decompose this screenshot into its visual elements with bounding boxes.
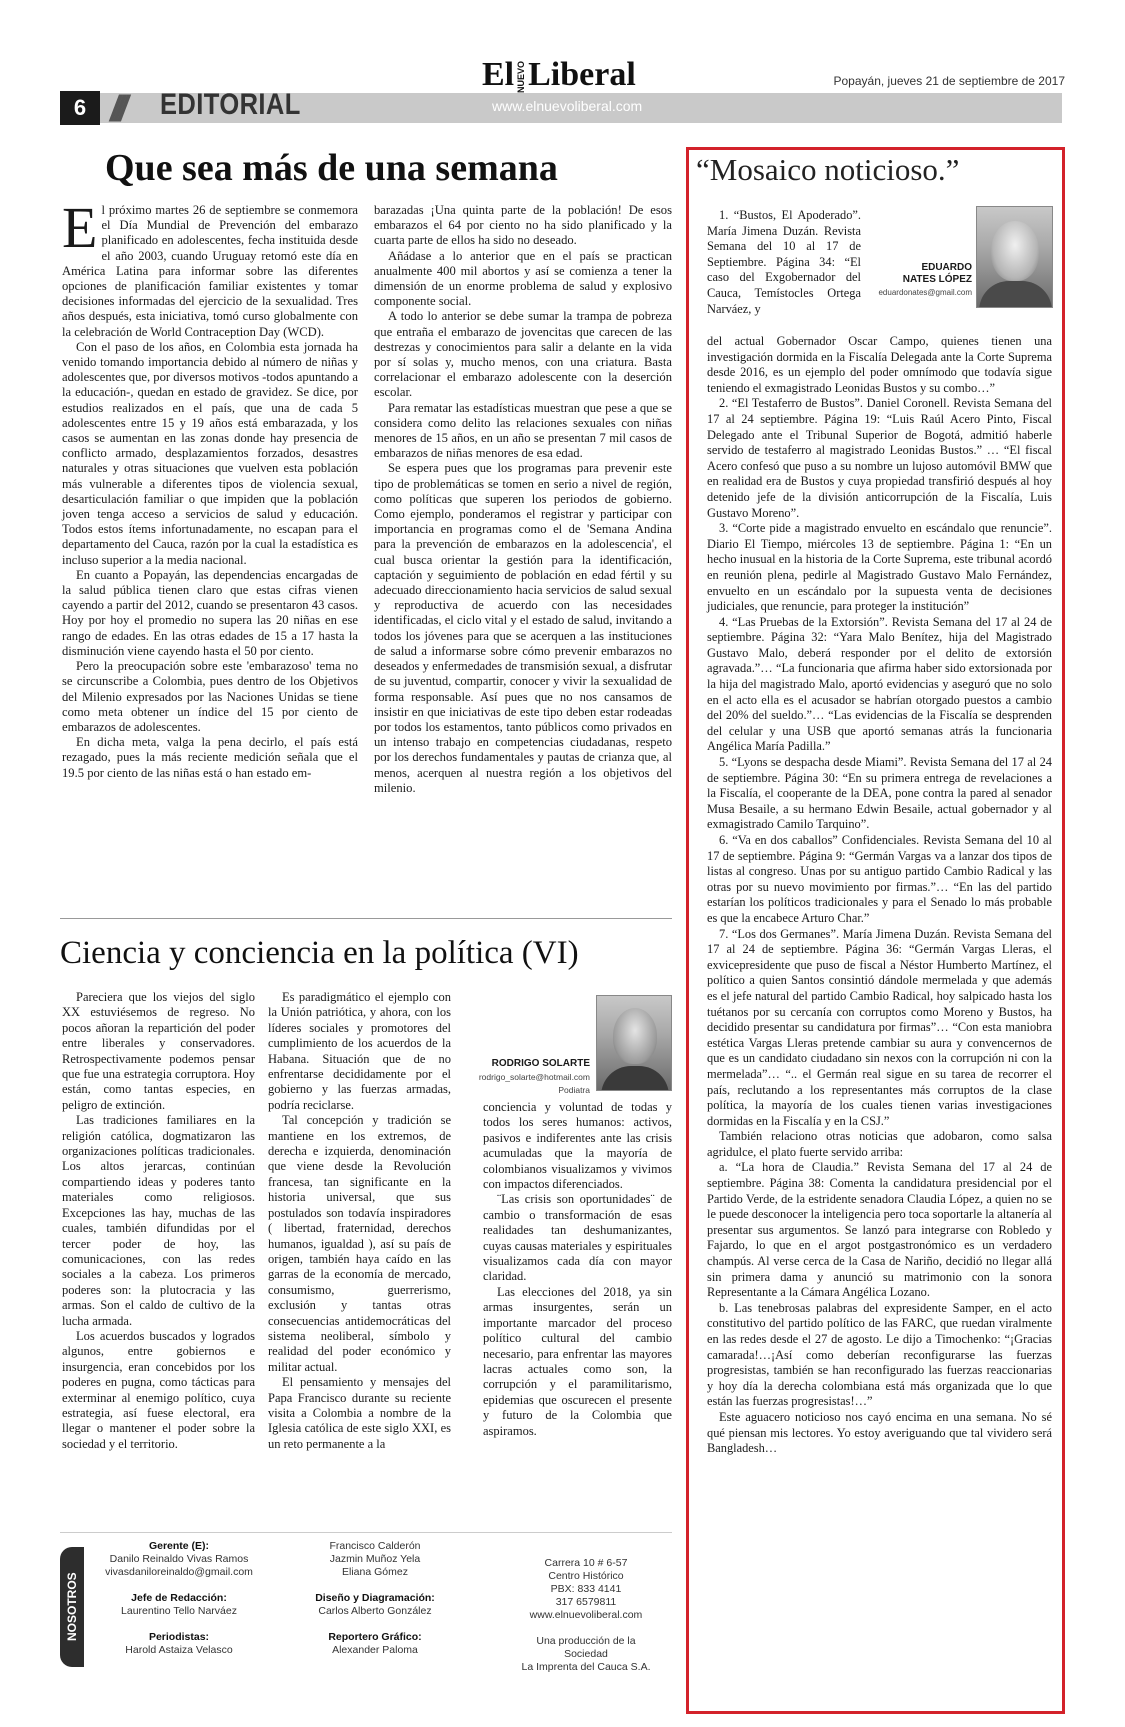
jefe-name: Laurentino Tello Narváez [121, 1605, 237, 1617]
editorial-paragraph: Añádase a lo anterior que en el país se practican anualmente 400 mil abortos y así se comienza a tener la dimensión de un enorme problema de salud y explosivo componente social. [374, 248, 672, 309]
mosaico-paragraph: del actual Gobernador Oscar Campo, quienes tienen una investigación dormida en la Fiscalía Delegada ante la Corte Suprema desde 2016, es un ejemplo del poder omnímodo que todavía sigue teniendo el exmagistrado Leonidas Bustos y su combo…” [707, 334, 1052, 395]
reportero-name: Alexander Paloma [332, 1644, 418, 1656]
ciencia-paragraph: Las elecciones del 2018, ya sin armas insurgentes, serán un importante marcador del proceso político cultural del cambio necesario, para enfrentar las mayores lacras actuales como son, la corrupción y el paramilitarismo, epidemias que oscurecen el presente y futuro de la Colombia que aspiramos. [483, 1284, 672, 1438]
author-name: RODRIGO SOLARTE [491, 1058, 590, 1069]
author-face [613, 1008, 657, 1064]
logo-liberal: Liberal [528, 56, 636, 93]
mosaico-paragraph: a. “La hora de Claudia.” Revista Semana del 17 al 24 de septiembre. Página 38: Comenta la candidatura presidencial por el Partido Verde, de la estridente senadora Claudia López, a quien no se le puede desconocer la inteligencia pero toca soportarle la altanería al presentar sus argumentos. Se lanzó para integrarse con Robledo y Fajardo, lo que en el argot postgastronómico es un verdadero champús. Al verse cerca de la Casa de Nariño, decidió no llegar allá sin primera dama y anunció su matrimonio con la sonora Representante a la Cámara Angélica Lozano. [707, 1160, 1052, 1300]
editorial-paragraph: A todo lo anterior se debe sumar la trampa de pobreza que entraña el embarazo de jovencitas que carecen de las destrezas y conocimientos para salir a delante en la vida por sí solas y, mucho menos, con una criatura. Basta correlacionar el embarazo adolescente con la deserción escolar. [374, 309, 672, 400]
mosaico-paragraph: b. Las tenebrosas palabras del expresidente Samper, en el acto constitutivo del partido político de las FARC, que ruedan viralmente en las redes desde el 27 de agosto. Le dijo a Timochenko: “¡Gracias camarada!…¡Así como deberían reconfigurarse las fuerzas progresistas, también se han reconfigurado las fuerzas reaccionarias y hoy día la derecha colombiana está más organizada que lo que están las fuerzas progresistas!…” [707, 1300, 1052, 1409]
editorial-paragraph: Se espera pues que los programas para prevenir este tipo de problemáticas se tomen en serio a nivel de región, como políticas que superen los periodos de gobierno. Como ejemplo, ponderamos el registrar y participar con importancia en programas como el de 'Semana Andina para la prevención de embarazos en la adolescencia', el cual busca orientar la gestión para la identificación, captación y seguimiento de población en edad fértil y su adecuado direccionamiento hacia servicios de salud sexual y reproductiva de acuerdo con las necesidades identificadas, el ciclo vital y el estado de salud, invitando a todos los jóvenes para que se acerquen a las instituciones de salud a informarse sobre cómo prevenir embarazos no deseados y enfermedades de transmisión sexual, a disfrutar de su juventud, compartir, conocer y vivir la sexualidad de forma responsable. Así pues que no nos cansamos de insistir en que iniciativas de este tipo deben estar rodeadas por todos los estamentos, tanto públicos como privados en un intenso trabajo en competencias ciudadanas, respeto por los derechos fundamentales y pautas de crianza que, al menos, acerquen al nuestra región a los objetivos del milenio. [374, 461, 672, 795]
author-byline [462, 1058, 590, 1095]
editorial-paragraph: barazadas ¡Una quinta parte de la población! De esos embarazos el 64 por ciento no ha sido planificado y la cuarta parte de ellos ha sido no deseado. [374, 203, 672, 248]
mosaico-author-shoulders [979, 281, 1052, 308]
editorial-paragraph: Pero la preocupación sobre este 'embarazoso' tema no se circunscribe a Colombia, pues dentro de los Objetivos del Milenio expresados por las Naciones Unidas se tiene como meta obtener un índice del 15 por ciento de embarazos de adolescentes. [62, 659, 358, 734]
section-title: EDITORIAL [160, 88, 301, 121]
website-url[interactable]: www.elnuevoliberal.com [492, 98, 643, 114]
editorial-column-2 [374, 203, 672, 796]
mosaico-paragraph: Este aguacero noticioso nos cayó encima en una semana. No sé qué piensan mis lectores. Yo estoy averiguando que tal vividero será Bangladesh… [707, 1409, 1052, 1456]
reportero-label: Reportero Gráfico: [328, 1631, 422, 1643]
periodistas-name: Harold Astaiza Velasco [125, 1644, 233, 1656]
credits-management [104, 1540, 254, 1657]
ciencia-paragraph: ¨Las crisis son oportunidades¨ de cambio o transformación de esas realidades tan deshumanizantes, cuyas causas materiales y espirituales visualizamos cada día con mayor claridad. [483, 1192, 672, 1284]
phone-line: PBX: 833 4141 [550, 1583, 622, 1595]
mosaico-author-photo [976, 206, 1053, 308]
credits-tab: NOSOTROS [60, 1547, 84, 1667]
mosaico-body [707, 334, 1052, 1457]
mosaico-author-byline [866, 262, 972, 297]
ciencia-paragraph: Tal concepción y tradición se mantiene en los extremos, de derecha e izquierda, denominación que viene desde la Revolución francesa, tan significante en la historia universal, que sus postulados son todavía inspiradores ( libertad, fraternidad, derechos humanos, igualdad ), así su país de origen, también haya caído en las garras de la economía de mercado, consumismo, guerrerismo, exclusión y tantas otras consecuencias antidemocráticas del sistema neoliberal, símbolo y realidad del poder económico y militar actual. [268, 1113, 451, 1374]
mosaico-paragraph: También relaciono otras noticias que adobaron, como salsa agridulce, el plato fuerte servido arriba: [707, 1129, 1052, 1159]
staff-name: Eliana Gómez [342, 1566, 408, 1578]
mosaico-lead [707, 208, 861, 317]
issue-date: Popayán, jueves 21 de septiembre de 2017 [833, 74, 1065, 88]
ciencia-column-2 [268, 990, 451, 1452]
mosaico-author-name-2: NATES LÓPEZ [902, 274, 972, 285]
editorial-column-1 [62, 195, 358, 781]
page-number: 6 [60, 91, 100, 125]
mosaico-paragraph: 5. “Lyons se despacha desde Miami”. Revista Semana del 17 al 24 de septiembre. Página 30: “En su primera entrega de revelaciones a la Fiscalía, el cooperante de la DEA, pone contra la pared al senador Musa Besaile, a su hermano Edwin Besaile, actual gobernador y al exmagistrado Camilo Tarquino”. [707, 755, 1052, 832]
author-email[interactable]: rodrigo_solarte@hotmail.com [478, 1072, 590, 1082]
mosaico-paragraph: 2. “El Testaferro de Bustos”. Daniel Coronell. Revista Semana del 17 al 24 septiembre. Página 19: “Luis Raúl Acero Pinto, Fiscal Delegado ante el Tribunal Superior de Bogotá, admitió haberle servido de testaferro al magistrado Leonidas Bustos.” … “El fiscal Acero confesó que puso a su nombre un lujoso automóvil BMW que en realidad era de Bustos y cuya propiedad transfirió después al hoy detenido jefe de la división anticorrupción de la Fiscalía, Luis Gustavo Moreno”. [707, 396, 1052, 520]
credits-divider [60, 1532, 672, 1533]
staff-name: Jazmin Muñoz Yela [329, 1553, 421, 1565]
mosaico-paragraph: 6. “Va en dos caballos” Confidenciales. Revista Semana del 10 al 17 de septiembre. Página 9: “Germán Vargas va a lanzar dos tipos de listas al congreso. Unas por su antiguo partido Cambio Radical y las otras por su nuevo movimiento por firmas.”… “En las del partido estarían los políticos tradicionales y para el Senado lo más probable es que la encabece Arturo Char.” [707, 833, 1052, 925]
editorial-title: Que sea más de una semana [105, 147, 558, 189]
website-link[interactable]: www.elnuevoliberal.com [529, 1609, 643, 1621]
ciencia-paragraph: Las tradiciones familiares en la religión católica, dogmatizaron las organizaciones políticas tradicionales. Los altos jerarcas, continúan compartiendo ideas y poderes tanto materiales como religiosos. Excepciones las hay, muchas de las cuales, también difundidas por el tercer poder de hoy, las comunicaciones, con las redes sociales a la cabeza. Los primeros poderes son: la plutocracia y las armas. Son el caldo de cultivo de la lucha armada. [62, 1113, 255, 1328]
gerente-email[interactable]: vivasdaniloreinaldo@gmail.com [105, 1566, 253, 1578]
credits-staff [300, 1540, 450, 1657]
editorial-paragraph: El próximo martes 26 de septiembre se conmemora el Día Mundial de Prevención del embarazo planificado en adolescentes, fecha instituida desde el año 2003, cuando Uruguay retomó este día en América Latina para informar sobre las diferentes opciones de planificación familiar existentes y tomar decisiones informadas del ejercicio de la sexualidad. Tres años después, esta iniciativa, tomó curso globalmente con la celebración de World Contraception Day (WCD). [62, 195, 358, 339]
newspaper-logo[interactable] [482, 56, 636, 92]
column-title: Ciencia y conciencia en la política (VI) [60, 935, 579, 971]
ciencia-column-1 [62, 990, 255, 1452]
author-shoulders [601, 1066, 669, 1091]
mosaico-title: “Mosaico noticioso.” [696, 152, 960, 187]
author-photo [596, 995, 672, 1091]
periodistas-label: Periodistas: [148, 1631, 210, 1643]
mosaico-paragraph: 1. “Bustos, El Apoderado”. María Jimena Duzán. Revista Semana del 10 al 17 de Septiembre. Página 34: “El caso del Exgobernador del Cauca, Temístocles Ortega Narváez, y [707, 208, 861, 316]
editorial-paragraph: En cuanto a Popayán, las dependencias encargadas de la salud pública tienen claro que estas cifras vienen cayendo a partir del 2012, cuando se presentaron 43 casos. Hoy por hoy el promedio no supera las 20 niñas en ese rango de edades. En las otras edades de 15 a 17 hasta la disminución viene cayendo hasta el 50 por ciento. [62, 567, 358, 658]
phone-line: 317 6579811 [555, 1596, 617, 1608]
diseno-label: Diseño y Diagramación: [315, 1592, 435, 1604]
editorial-paragraph: En dicha meta, valga la pena decirlo, el país está rezagado, pues la más reciente medición señala que el 19.5 por ciento de las niñas está o han estado em- [62, 735, 358, 780]
mosaico-paragraph: 7. “Los dos Germanes”. María Jimena Duzán. Revista Semana del 17 al 24 de septiembre. Página 36: “Germán Vargas Lleras, el exvicepresidente que puso de fiscal a Néstor Humberto Martínez, el político a quien Santos consintió dándole mermelada y que además es el jefe natural del partido Cambio Radical, hoy salpicado hasta los tuétanos por su cercanía con corruptos como Moreno y Bustos, ha decidido presentar su candidatura por firmas”… “Con esta maniobra estética Vargas Lleras pretende cambiar su aura y convencernos de que es un candidato ciudadano sin nexos con la corrupción ni con la mermelada”… “.. el Germán real sigue en su tarea de recorrer el país, reclutando a los representantes más corruptos de la clase política, la mayoría de los cuales tienen varias investigaciones dormidas en la Fiscalía y en la CSJ.” [707, 926, 1052, 1128]
logo-nuevo: NUEVO [516, 61, 527, 94]
section-divider [60, 918, 672, 919]
address-line: Carrera 10 # 6-57 [544, 1557, 628, 1569]
mosaico-author-name-1: EDUARDO [921, 262, 972, 273]
address-line: Centro Histórico [548, 1570, 624, 1582]
ciencia-paragraph: conciencia y voluntad de todas y todos los seres humanos: activos, pasivos e indiferentes ante las crisis acumuladas que la mayoría de colombianos visualizamos y vivimos con impactos diferenciados. [483, 1100, 672, 1192]
staff-name: Francisco Calderón [329, 1540, 421, 1552]
ciencia-paragraph: Pareciera que los viejos del siglo XX estuviésemos de regreso. No pocos añoran la repartición del poder entre liberales y conservadores. Retrospectivamente podemos pensar que fue una estrategia corruptora. Hoy están, como tantas especies, en peligro de extinción. [62, 990, 255, 1112]
editorial-paragraph: Para rematar las estadísticas muestran que pese a que se considera como delito las relaciones sexuales con niñas menores de 15 años, en un año se presentan 7 mil casos de embarazos de niñas menores de esa edad. [374, 400, 672, 461]
ciencia-column-3 [483, 1100, 672, 1439]
gerente-label: Gerente (E): [148, 1540, 210, 1552]
section-decoration: /// [110, 88, 123, 129]
logo-el: El [482, 56, 515, 93]
production-line: La Imprenta del Cauca S.A. [521, 1661, 651, 1673]
mosaico-paragraph: 4. “Las Pruebas de la Extorsión”. Revista Semana del 17 al 24 de septiembre. Página 32: “Yara Malo Benítez, hija del Magistrado Gustavo Malo, deberá responder por el delito de extorsión agravada.”… “La funcionaria que afirma haber sido extorsionada por la hija del magistrado Malo, aportó evidencias y aseguró que no solo en el acto ella es el acusador se habrían otorgado puestos a cambio del 20% del sueldo.”… “Las evidencias de la Fiscalía se desprenden del celular y una USB que aportó semanas atrás la funcionaria Angélica María Padilla.” [707, 614, 1052, 754]
mosaico-author-email[interactable]: eduardonates@gmail.com [878, 288, 972, 297]
gerente-name: Danilo Reinaldo Vivas Ramos [109, 1553, 249, 1565]
mosaico-paragraph: 3. “Corte pide a magistrado envuelto en escándalo que renuncie”. Diario El Tiempo, miércoles 13 de septiembre. Página 1: “En un hecho inusual en la historia de la Corte Suprema, este tribunal acordó en reunión plena, pedirle al Magistrado Gustavo Malo Fernández, envuelto en un escándalo por la supuesta venta de decisiones judiciales, que renuncie, para proteger la institución” [707, 521, 1052, 614]
mosaico-author-face [991, 221, 1039, 281]
ciencia-paragraph: El pensamiento y mensajes del Papa Francisco durante su reciente visita a Colombia a nombre de la Iglesia católica de este siglo XXI, es un reto permanente a la [268, 1375, 451, 1451]
credits-contact [516, 1557, 656, 1674]
drop-cap: E [62, 195, 98, 260]
ciencia-paragraph: Los acuerdos buscados y logrados algunos, entre gobiernos e insurgencia, eran concebidos por los poderes en pugna, como tácticas para exterminar al enemigo político, cuya estrategia, así fuese electoral, era llegar o mantener el poder sobre la sociedad y el territorio. [62, 1328, 255, 1451]
jefe-label: Jefe de Redacción: [131, 1592, 227, 1604]
diseno-name: Carlos Alberto González [318, 1605, 432, 1617]
author-role: Podiatra [558, 1085, 590, 1095]
ciencia-paragraph: Es paradigmático el ejemplo con la Unión patriótica, y ahora, con los líderes sociales y promotores del cumplimiento de los acuerdos de la Habana. Situación que de no enfrentarse decididamente por el gobierno y las fuerzas armadas, podría reciclarse. [268, 990, 451, 1112]
editorial-paragraph: Con el paso de los años, en Colombia esta jornada ha venido tomando importancia debido al número de niñas y adolescentes que, por diversos motivos -todos apuntando a la educación-, quedan en estado de gravidez. Se dice, por estudios realizados en el país, que una de cada 5 adolescentes entre 15 y 19 años está embarazada, y los casos se aumentan en las zonas donde hay presencia de conflicto armado, desplazamientos forzados, desastres naturales y otras situaciones que vuelven esta población más vulnerable a diferentes tipos de violencia sexual, desarticulación familiar o que impiden que la población joven tenga acceso a servicios de salud y educación. Todos estos ítems infortunadamente, no escapan para el departamento del Cauca, razón por la cual la estadística es incluso superior a la media nacional. [62, 339, 358, 567]
production-line: Una producción de la Sociedad [536, 1635, 636, 1660]
